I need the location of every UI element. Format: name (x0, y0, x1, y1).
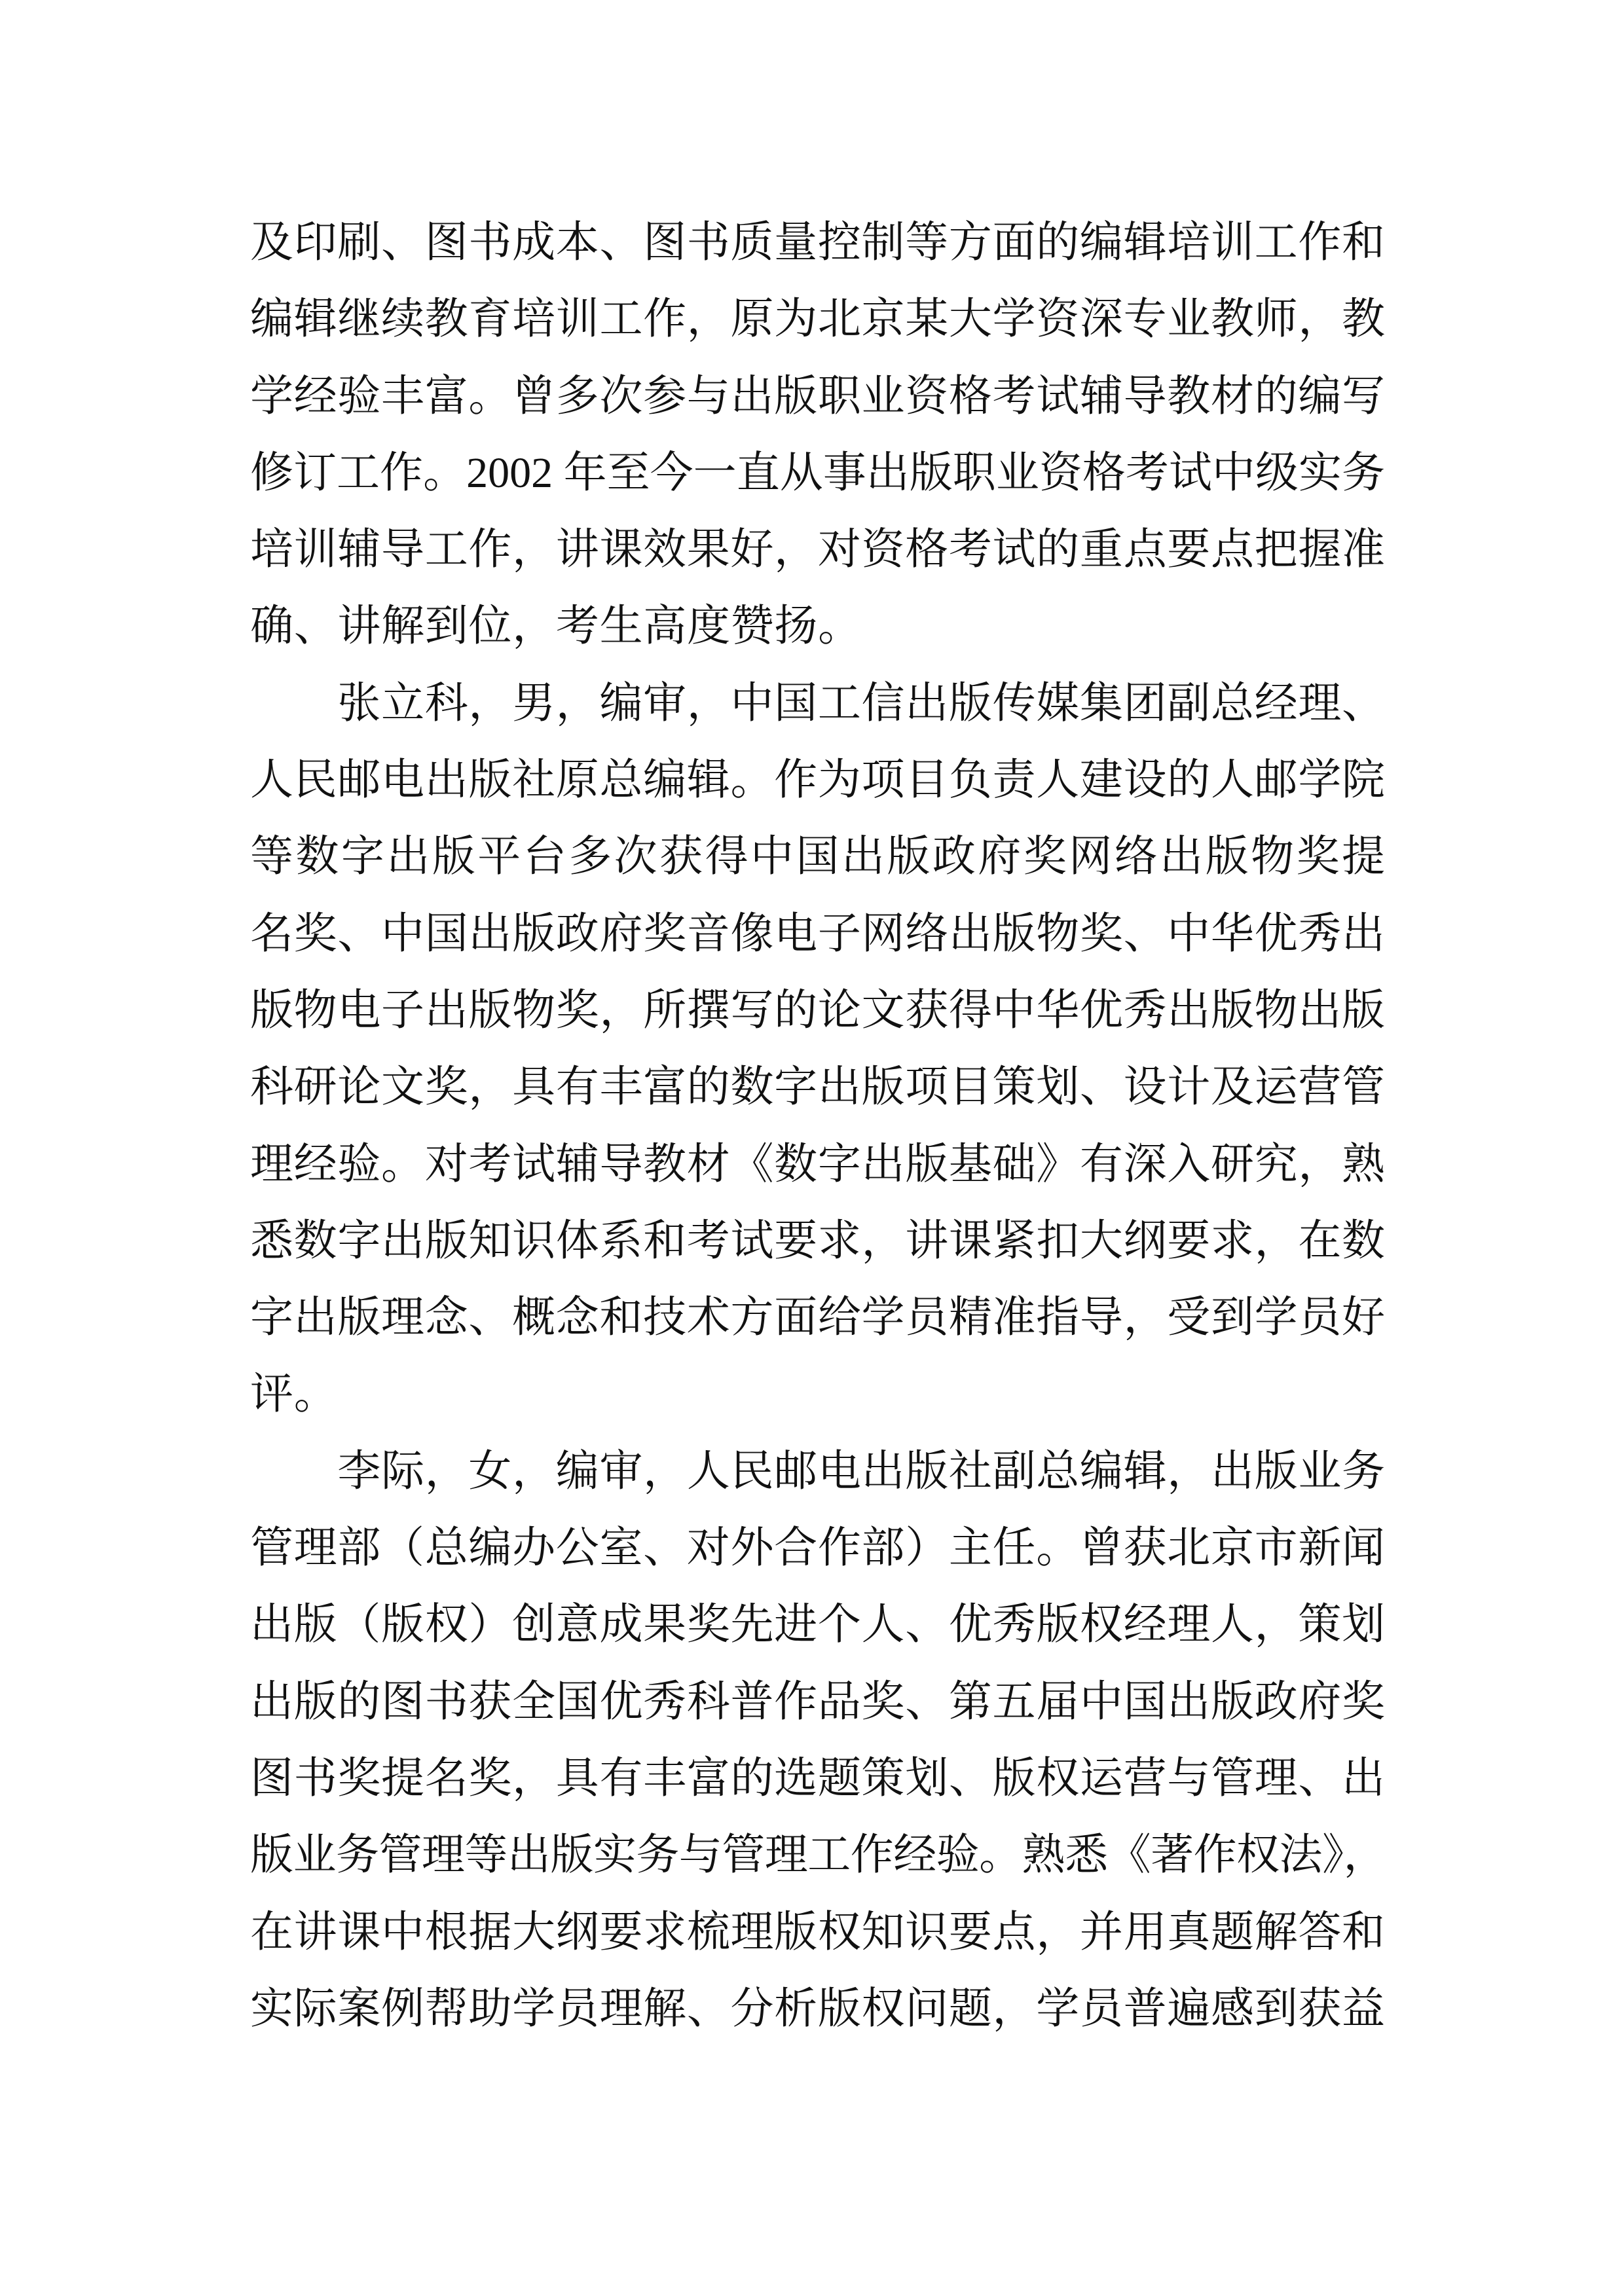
paragraph-1 (250, 204, 1385, 665)
text-line: 名奖、中国出版政府奖音像电子网络出版物奖、中华优秀出 (250, 909, 1385, 958)
text-line: 及印刷、图书成本、图书质量控制等方面的编辑培训工作和 (250, 219, 1385, 266)
text-line: 理经验。对考试辅导教材《数字出版基础》有深入研究，熟 (250, 1140, 1385, 1188)
text-line: 等数字出版平台多次获得中国出版政府奖网络出版物奖提 (250, 833, 1385, 881)
text-line: 管理部（总编办公室、对外合作部）主任。曾获北京市新闻 (250, 1524, 1385, 1573)
text-line: 出版（版权）创意成果奖先进个人、优秀版权经理人，策划 (250, 1601, 1385, 1649)
body-text (250, 204, 1385, 2047)
text-line: 张立科，男，编审，中国工信出版传媒集团副总经理、 (337, 679, 1385, 727)
text-line: 悉数字出版知识体系和考试要求，讲课紧扣大纲要求，在数 (250, 1216, 1385, 1265)
text-line: 编辑继续教育培训工作，原为北京某大学资深专业教师，教 (250, 295, 1385, 344)
text-line: 李际，女，编审，人民邮电出版社副总编辑，出版业务 (337, 1447, 1385, 1495)
text-line: 培训辅导工作，讲课效果好，对资格考试的重点要点把握准 (250, 526, 1385, 574)
text-line: 学经验丰富。曾多次参与出版职业资格考试辅导教材的编写 (250, 372, 1385, 420)
paragraph-2 (250, 665, 1385, 1433)
text-line: 实际案例帮助学员理解、分析版权问题，学员普遍感到获益 (250, 1984, 1385, 2033)
text-line: 版物电子出版物奖，所撰写的论文获得中华优秀出版物出版 (250, 986, 1385, 1034)
text-line: 字出版理念、概念和技术方面给学员精准指导，受到学员好 (250, 1294, 1385, 1342)
text-line: 图书奖提名奖，具有丰富的选题策划、版权运营与管理、出 (250, 1754, 1385, 1802)
paragraph-3 (250, 1433, 1385, 2047)
text-line: 在讲课中根据大纲要求梳理版权知识要点，并用真题解答和 (250, 1908, 1385, 1956)
text-line: 人民邮电出版社原总编辑。作为项目负责人建设的人邮学院 (250, 756, 1385, 805)
text-line: 出版的图书获全国优秀科普作品奖、第五届中国出版政府奖 (250, 1677, 1385, 1726)
text-line: 确、讲解到位，考生高度赞扬。 (250, 602, 862, 651)
text-line: 评。 (250, 1370, 338, 1419)
text-line: 修订工作。2002 年至今一直从事出版职业资格考试中级实务 (250, 448, 1385, 497)
text-line: 版业务管理等出版实务与管理工作经验。熟悉《著作权法》， (250, 1831, 1385, 1880)
text-line: 科研论文奖，具有丰富的数字出版项目策划、设计及运营管 (250, 1063, 1385, 1112)
